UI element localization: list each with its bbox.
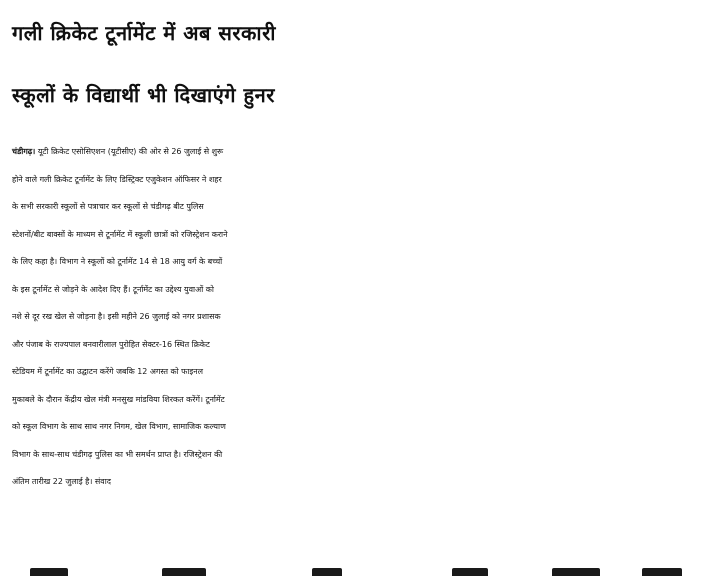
article-line (12, 138, 702, 166)
cropped-glyph-fragment (642, 568, 682, 576)
cropped-glyph-fragment (312, 568, 342, 576)
cropped-glyph-fragment (452, 568, 488, 576)
article-line: स्टेडियम में टूर्नामेंट का उद्घाटन करेंगे जबकि 12 अगस्त को फाइनल (12, 367, 204, 376)
article-line: के इस टूर्नामेंट से जोड़ने के आदेश दिए हैं। टूर्नामेंट का उद्देश्य युवाओं को (12, 284, 214, 294)
headline (12, 2, 702, 126)
article-line: नशे से दूर रख खेल से जोड़ना है। इसी महीने 26 जुलाई को नगर प्रशासक (12, 312, 221, 321)
article-line: के सभी सरकारी स्कूलों से पत्राचार कर स्कूलों से चंडीगढ़ बीट पुलिस (12, 202, 204, 211)
article-line: और पंजाब के राज्यपाल बनवारीलाल पुरोहित सेक्टर-16 स्थित क्रिकेट (12, 339, 210, 349)
headline-line-1: गली क्रिकेट टूर्नामेंट में अब सरकारी (12, 21, 276, 45)
article-line-text: यूटी क्रिकेट एसोसिएशन (यूटीसीए) की ओर से 26 जुलाई से शुरू (35, 147, 224, 156)
cropped-glyph-fragment (30, 568, 68, 576)
cropped-glyph-fragment (162, 568, 206, 576)
article-line: अंतिम तारीख 22 जुलाई है। संवाद (12, 477, 111, 486)
article-line: विभाग के साथ-साथ चंडीगढ़ पुलिस का भी समर्थन प्राप्त है। रजिस्ट्रेशन की (12, 449, 223, 459)
headline-line-2: स्कूलों के विद्यार्थी भी दिखाएंगे हुनर (12, 83, 275, 107)
article-line: के लिए कहा है। विभाग ने स्कूलों को टूर्नामेंट 14 से 18 आयु वर्ग के बच्चों (12, 257, 223, 266)
dateline: चंडीगढ़। (12, 147, 36, 156)
article-line: मुकाबले के दौरान केंद्रीय खेल मंत्री मनसुख मांडविया शिरकत करेंगें। टूर्नामेंट (12, 394, 225, 404)
article-line: होने वाले गली क्रिकेट टूर्नामेंट के लिए डिस्ट्रिक्ट एजुकेशन ऑफिसर ने शहर (12, 174, 222, 184)
cropped-glyph-fragment (552, 568, 600, 576)
cropped-next-headline (12, 566, 702, 576)
article-line: को स्कूल विभाग के साथ साथ नगर निगम, खेल विभाग, सामाजिक कल्याण (12, 422, 226, 431)
article-line: स्टेशनों/बीट बाक्सों के माध्यम से टूर्नामेंट में स्कूली छात्रों को रजिस्ट्रेशन कराने (12, 229, 228, 239)
article-body (12, 138, 702, 496)
